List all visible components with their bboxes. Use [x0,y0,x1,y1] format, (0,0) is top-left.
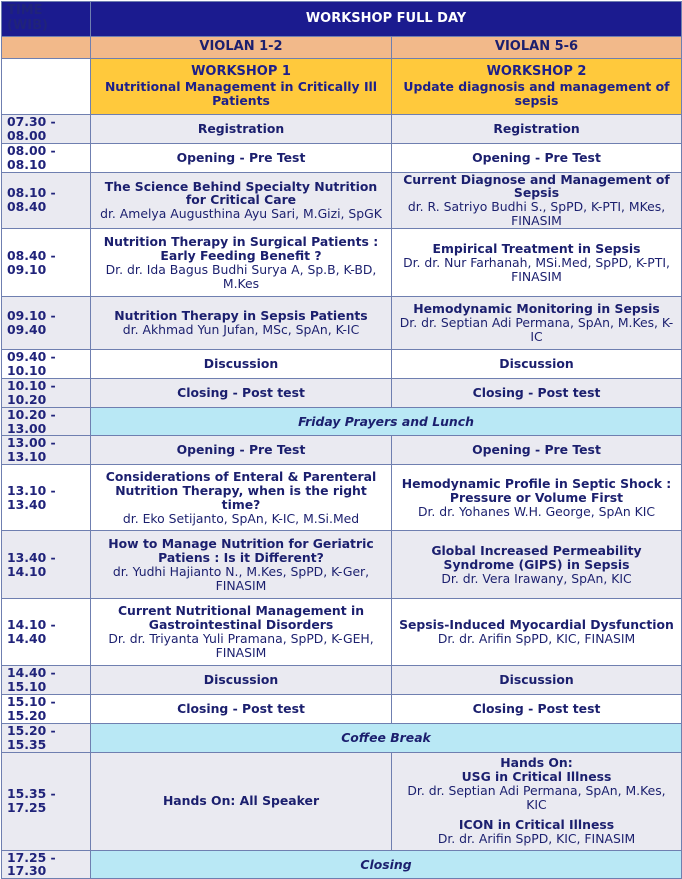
session-speaker: Dr. dr. Nur Farhanah, MSi.Med, SpPD, K-PTI, FINASIM [403,254,670,284]
workshop-2-label: WORKSHOP 2 [486,64,587,80]
workshop-1-label: WORKSHOP 1 [191,64,291,80]
hands-on-block [396,818,677,846]
session-title: Hemodynamic Profile in Septic Shock : Pressure or Volume First [401,475,672,505]
workshop-schedule-table [1,1,682,879]
workshop-2-subtitle: Update diagnosis and management of sepsis [403,78,670,108]
row-time: 10.20 - 13.00 [2,407,91,436]
room-row [2,37,682,59]
row-time: 08.10 - 08.40 [2,172,91,229]
session-speaker: dr. R. Satriyo Budhi S., SpPD, K-PTI, MKes, FINASIM [407,199,666,229]
session-title: Hands On: All Speaker [91,752,392,850]
session-speaker: dr. Amelya Augusthina Ayu Sari, M.Gizi, SpGK [100,206,382,222]
session-title: Nutrition Therapy in Sepsis Patients [114,308,368,324]
session-title: Empirical Treatment in Sepsis [432,240,641,256]
time-column-header: TIME (WIB) [2,2,91,37]
schedule-row [2,465,682,531]
workshop-blank-cell [2,59,91,115]
session-title: Sepsis-Induced Myocardial Dysfunction [399,617,674,633]
break-label: Friday Prayers and Lunch [91,407,682,436]
session-title: How to Manage Nutrition for Geriatric Patiens : Is it Different? [108,535,374,565]
break-row [2,407,682,436]
closing-label: Closing [91,850,682,879]
workshop-1-subtitle: Nutritional Management in Critically Ill Patients [104,78,378,108]
session-title: Opening - Pre Test [392,436,682,465]
schedule-row [2,436,682,465]
session-speaker: dr. Yudhi Hajianto N., M.Kes, SpPD, K-Ger, FINASIM [112,563,370,593]
row-time: 13.10 - 13.40 [2,465,91,531]
schedule-row [2,666,682,695]
schedule-row [2,378,682,407]
session-title: Discussion [392,666,682,695]
session-title: Current Diagnose and Management of Sepsis [403,172,670,201]
schedule-row [2,172,682,229]
session-cell [392,229,682,297]
session-speaker: Dr. dr. Yohanes W.H. George, SpAn KIC [417,503,656,519]
session-title: Closing - Post test [91,695,392,724]
room-left: VIOLAN 1-2 [91,37,392,59]
row-time: 07.30 - 08.00 [2,115,91,144]
row-time: 08.40 - 09.10 [2,229,91,297]
session-title: Nutrition Therapy in Surgical Patients : Early Feeding Benefit ? [103,233,379,263]
schedule-row [2,297,682,350]
session-cell [392,465,682,531]
session-cell [91,172,392,229]
session-title: Current Nutritional Management in Gastrointestinal Disorders [117,603,365,633]
session-title: Closing - Post test [392,695,682,724]
session-title: Closing - Post test [392,378,682,407]
row-time: 13.40 - 14.10 [2,531,91,599]
session-speaker: Dr. dr. Arifin SpPD, KIC, FINASIM [437,830,636,846]
session-title: Registration [91,115,392,144]
session-title: Global Increased Permeability Syndrome (GIPS) in Sepsis [431,542,642,572]
hands-on-heading: Hands On: [500,755,573,771]
session-speaker: Dr. dr. Ida Bagus Budhi Surya A, Sp.B, K-BD, M.Kes [105,261,377,291]
schedule-row [2,752,682,850]
session-title: ICON in Critical Illness [458,816,615,832]
session-speaker: dr. Eko Setijanto, SpAn, K-IC, M.Si.Med [122,510,360,526]
row-time: 09.40 - 10.10 [2,350,91,379]
session-cell [392,599,682,666]
workshop-title-row [2,59,682,115]
session-cell [91,599,392,666]
row-time: 15.10 - 15.20 [2,695,91,724]
session-cell [392,531,682,599]
schedule-row [2,599,682,666]
session-title: Opening - Pre Test [392,143,682,172]
schedule-row [2,531,682,599]
session-cell [91,531,392,599]
session-cell [392,297,682,350]
schedule-row [2,229,682,297]
row-time: 15.20 - 15.35 [2,723,91,752]
schedule-row [2,143,682,172]
session-title: Registration [392,115,682,144]
session-speaker: Dr. dr. Vera Irawany, SpAn, KIC [441,570,632,586]
schedule-row [2,695,682,724]
hands-on-block [396,756,677,812]
session-cell [392,172,682,229]
room-right: VIOLAN 5-6 [392,37,682,59]
row-time: 14.40 - 15.10 [2,666,91,695]
hands-on-cell [392,752,682,850]
session-title: Discussion [91,666,392,695]
session-title: Opening - Pre Test [91,143,392,172]
workshop-1-cell [91,59,392,115]
session-title: Discussion [91,350,392,379]
workshop-full-day-title: WORKSHOP FULL DAY [91,2,682,37]
session-speaker: Dr. dr. Septian Adi Permana, SpAn, M.Kes, KIC [407,783,666,813]
session-title: USG in Critical Illness [461,769,612,785]
session-title: Closing - Post test [91,378,392,407]
row-time: 09.10 - 09.40 [2,297,91,350]
session-title: The Science Behind Specialty Nutrition for Critical Care [104,178,378,208]
session-cell [91,465,392,531]
room-blank-cell [2,37,91,59]
break-label: Coffee Break [91,723,682,752]
row-time: 08.00 - 08.10 [2,143,91,172]
session-title: Discussion [392,350,682,379]
session-cell [91,229,392,297]
row-time: 13.00 - 13.10 [2,436,91,465]
session-title: Opening - Pre Test [91,436,392,465]
session-speaker: dr. Akhmad Yun Jufan, MSc, SpAn, K-IC [122,322,360,338]
row-time: 10.10 - 10.20 [2,378,91,407]
row-time: 17.25 - 17.30 [2,850,91,879]
session-speaker: Dr. dr. Triyanta Yuli Pramana, SpPD, K-GEH, FINASIM [108,631,374,661]
session-title: Considerations of Enteral & Parenteral Nutrition Therapy, when is the right time? [105,468,377,512]
break-row [2,723,682,752]
session-speaker: Dr. dr. Septian Adi Permana, SpAn, M.Kes, K-IC [399,315,674,345]
schedule-row [2,115,682,144]
row-time: 14.10 - 14.40 [2,599,91,666]
session-cell [91,297,392,350]
session-title: Hemodynamic Monitoring in Sepsis [413,301,660,317]
break-row [2,850,682,879]
workshop-2-cell [392,59,682,115]
schedule-row [2,350,682,379]
header-row [2,2,682,37]
session-speaker: Dr. dr. Arifin SpPD, KIC, FINASIM [437,631,636,647]
row-time: 15.35 - 17.25 [2,752,91,850]
